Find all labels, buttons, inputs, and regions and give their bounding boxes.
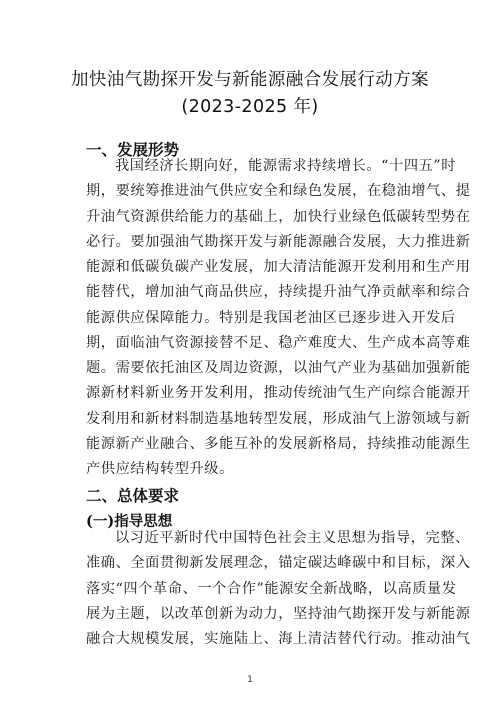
section1-paragraph bbox=[86, 154, 471, 482]
paragraph-line: 期，要统筹推进油气供应安全和绿色发展，在稳油增气、提 bbox=[86, 183, 471, 200]
paragraph-line: 期，面临油气资源接替不足、稳产难度大、生产成本高等难 bbox=[86, 334, 471, 351]
paragraph-line: 必行。要加强油气勘探开发与新能源融合发展，大力推进新 bbox=[86, 233, 471, 250]
section-heading-development-situation: 一、发展形势 bbox=[86, 141, 180, 159]
paragraph-line: 能源新产业融合、多能互补的发展新格局，持续推动能源生 bbox=[86, 435, 471, 452]
section2-paragraph bbox=[86, 526, 471, 652]
document-title-years: (2023-2025 年) bbox=[181, 97, 319, 117]
paragraph-line: 以习近平新时代中国特色社会主义思想为指导，完整、 bbox=[115, 530, 470, 546]
paragraph-line: 展为主题，以改革创新为动力，坚持油气勘探开发与新能源 bbox=[86, 605, 471, 622]
paragraph-line: 发利用和新材料制造基地转型发展，形成油气上游领域与新 bbox=[86, 410, 471, 427]
paragraph-line: 能替代，增加油气商品供应，持续提升油气净贡献率和综合 bbox=[86, 284, 471, 301]
paragraph-line: 能源供应保障能力。特别是我国老油区已逐步进入开发后 bbox=[86, 309, 456, 326]
paragraph-line: 源新材料新业务开发利用，推动传统油气生产向综合能源开 bbox=[86, 385, 471, 402]
section-heading-general-requirements: 二、总体要求 bbox=[86, 487, 180, 505]
page-number: 1 bbox=[247, 675, 253, 685]
paragraph-line: 升油气资源供给能力的基础上，加快行业绿色低碳转型势在 bbox=[86, 208, 471, 225]
subsection-heading-guiding-ideology: (一)指导思想 bbox=[86, 513, 173, 530]
document-title: 加快油气勘探开发与新能源融合发展行动方案 bbox=[71, 70, 429, 90]
paragraph-line: 准确、全面贯彻新发展理念，锚定碳达峰碳中和目标，深入 bbox=[86, 555, 471, 572]
paragraph-line: 我国经济长期向好，能源需求持续增长。“十四五”时 bbox=[115, 158, 457, 174]
paragraph-line: 能源和低碳负碳产业发展，加大清洁能源开发利用和生产用 bbox=[86, 259, 471, 275]
paragraph-line: 题。需要依托油区及周边资源，以油气产业为基础加强新能 bbox=[86, 360, 471, 376]
paragraph-line: 落实“四个革命、一个合作”能源安全新战略，以高质量发 bbox=[86, 580, 457, 597]
paragraph-line: 融合大规模发展，实施陆上、海上清洁替代行动。推动油气 bbox=[86, 631, 471, 647]
paragraph-line: 产供应结构转型升级。 bbox=[86, 461, 234, 477]
